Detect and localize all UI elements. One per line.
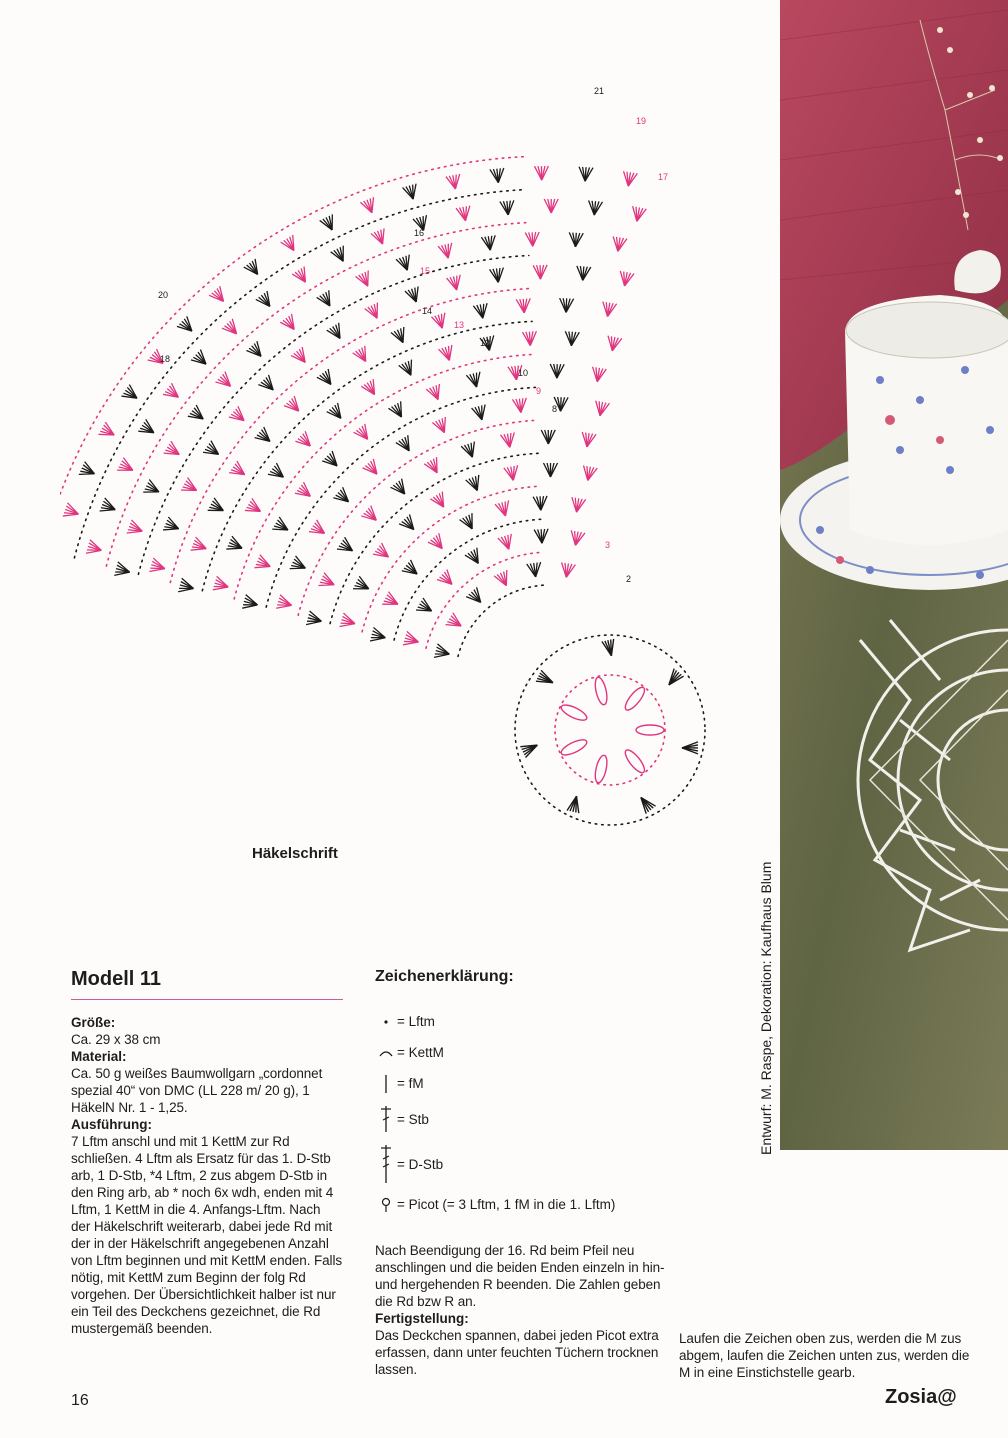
chart-center-motif — [515, 635, 705, 825]
chart-stitch-fan — [630, 206, 646, 222]
chart-stitch-fan — [533, 265, 547, 279]
chart-stitch-fan — [371, 228, 389, 246]
chart-stitch-fan — [391, 479, 411, 499]
chart-stitch-fan — [290, 556, 309, 575]
chart-stitch-fan — [504, 465, 520, 481]
chart-stitch-fan — [127, 520, 145, 538]
row-number-16: 16 — [414, 228, 425, 238]
chart-stitch-fan — [355, 271, 374, 290]
chart-row-arc — [170, 289, 530, 583]
chart-stitch-fan — [544, 199, 558, 213]
legend — [375, 968, 665, 1378]
chart-stitch-fan — [578, 167, 593, 182]
chart-stitch-fan — [512, 398, 527, 413]
chart-stitch-fan — [317, 369, 337, 389]
chart-stitch-fan — [533, 496, 548, 511]
center-fan — [682, 742, 698, 754]
chart-stitch-fan — [388, 401, 407, 420]
chart-row-arc — [362, 486, 540, 632]
chart-stitch-fan — [472, 404, 489, 421]
chart-stitch-fan — [618, 271, 634, 287]
chart-stitch-fan — [360, 197, 378, 215]
arc-icon — [375, 1048, 397, 1058]
material-text: Ca. 50 g weißes Baumwollgarn „cordonnet spezial 40“ von DMC (LL 228 m/ 20 g), 1 HäkelN Nr. 1 - 1,25. — [71, 1066, 323, 1115]
model-title: Modell 11 — [71, 968, 162, 990]
chart-stitch-fan — [117, 458, 136, 477]
chart-stitch-fan — [432, 417, 450, 435]
chart-stitch-fan — [516, 298, 531, 313]
chart-stitch-fan — [138, 419, 157, 438]
chart-stitch-fan — [340, 613, 357, 630]
chart-stitch-fan — [215, 372, 235, 392]
chart-stitch-fan — [466, 587, 486, 607]
chart-row-arc — [298, 420, 537, 615]
chart-stitch-fan — [79, 462, 98, 481]
chart-stitch-fan — [337, 537, 356, 556]
chart-stitch-fan — [481, 235, 497, 251]
chart-stitch-fan — [559, 562, 575, 578]
row-number-10: 10 — [518, 368, 529, 378]
row-number-2: 2 — [626, 574, 632, 584]
chart-stitch-fan — [203, 441, 222, 460]
chart-stitch-fan — [208, 498, 227, 517]
chart-stitch-fan — [446, 613, 465, 632]
legend-label: = D-Stb — [397, 1156, 444, 1172]
diagram-caption: Häkelschrift — [252, 845, 338, 862]
chart-stitch-fan — [272, 517, 291, 536]
legend-label: = Lftm — [397, 1014, 435, 1029]
chart-stitch-fan — [86, 540, 103, 557]
chart-stitch-fan — [295, 431, 315, 451]
chart-stitch-fan — [559, 298, 574, 313]
chart-stitch-fan — [191, 537, 209, 555]
chart-stitch-fan — [291, 347, 311, 367]
size-text: Ca. 29 x 38 cm — [71, 1032, 161, 1047]
chart-stitch-fan — [403, 631, 420, 648]
chart-stitch-fan — [276, 595, 293, 612]
chart-stitch-fan — [327, 323, 346, 342]
chart-stitch-fan — [428, 533, 448, 553]
chart-stitch-fan — [569, 530, 585, 546]
row-number-12: 12 — [480, 338, 491, 348]
chart-stitch-fan — [593, 401, 609, 417]
legend-item-picot — [375, 1189, 665, 1220]
chart-stitch-fan — [256, 291, 276, 311]
chart-stitch-fan — [581, 465, 597, 481]
legend-item-dstb — [375, 1139, 665, 1189]
chart-stitch-fan — [229, 461, 248, 480]
chart-stitch-fan — [399, 514, 419, 534]
chart-stitch-fan — [587, 200, 602, 215]
chart-row-arc — [266, 387, 535, 607]
legend-label: = Stb — [397, 1111, 429, 1127]
crochet-chart — [60, 60, 780, 880]
model-instructions — [71, 968, 343, 1337]
chart-stitch-fan — [541, 430, 555, 444]
chart-stitch-fan — [365, 303, 384, 322]
chart-stitch-fan — [534, 529, 549, 544]
chart-stitch-fan — [605, 336, 621, 352]
stb-icon — [375, 1104, 397, 1134]
execution-text: 7 Lftm anschl und mit 1 KettM zur Rd schließen. 4 Lftm als Ersatz für das 1. D-Stb arb, 1 D-Stb, *4 Lftm, 2 zus abgem D-Stb in den Ring arb, ab * noch 6x wdh, enden mit 4 Lftm, 1 KettM in die 4. Anfangs-Lftm. Nach der Häkelschrift weiterarb, dabei jede Rd mit der in der Häkelschrift angegebenen Anzahl von Lftm beginnen und mit KettM enden. Falls nötig, mit KettM zum Beginn der folg Rd vorgehen. Der Übersichtlichkeit halber ist nur ein Teil des Deckchens gezeichnet, die Rd mustergemäß beenden. — [71, 1134, 343, 1336]
chart-stitch-fan — [209, 286, 229, 306]
chart-stitch-fan — [244, 259, 264, 279]
chart-stitch-fan — [354, 424, 374, 444]
chart-stitch-fan — [490, 168, 505, 183]
chart-stitch-fan — [98, 422, 117, 441]
chart-stitch-fan — [527, 562, 543, 578]
chart-stitch-fan — [490, 268, 506, 284]
chart-stitch-fan — [229, 406, 249, 426]
chart-arcs — [60, 157, 545, 657]
chart-stitch-fan — [242, 595, 259, 612]
row-number-14: 14 — [422, 306, 433, 316]
chart-stitch-fan — [281, 235, 300, 254]
chart-stitch-fan — [353, 576, 372, 595]
chart-stitch-fan — [402, 560, 422, 580]
finish-text: Das Deckchen spannen, dabei jeden Picot extra erfassen, dann unter feuchten Tüchern trocknen lassen. — [375, 1328, 659, 1377]
chart-stitch-fan — [461, 442, 479, 460]
doily-photo — [780, 0, 1008, 1150]
chart-stitch-fan — [280, 314, 300, 334]
chart-stitch-fan — [164, 441, 183, 460]
finish-heading: Fertigstellung: — [375, 1311, 469, 1326]
chart-stitch-fan — [439, 345, 457, 363]
chart-stitch-fan — [465, 548, 484, 567]
chart-stitch-fan — [245, 498, 264, 517]
page-number: 16 — [71, 1392, 89, 1409]
chart-stitch-fan — [255, 555, 273, 573]
row-number-17: 17 — [658, 172, 669, 182]
chart-stitch-fan — [149, 558, 166, 575]
chart-stitch-fan — [292, 267, 311, 286]
chart-stitch-fan — [246, 341, 266, 361]
chart-stitch-fan — [361, 379, 380, 398]
chart-stitch-fan — [163, 517, 181, 535]
chart-row-arc — [74, 190, 525, 558]
chart-stitch-fan — [447, 275, 464, 292]
chart-stitch-fan — [318, 573, 336, 591]
row-number-19: 19 — [636, 116, 647, 126]
row-number-18: 18 — [160, 354, 171, 364]
chart-stitch-fan — [424, 457, 443, 476]
chart-stitch-fan — [399, 360, 418, 379]
chart-row-arc — [60, 157, 524, 550]
center-fan — [602, 639, 617, 657]
chart-stitch-fan — [405, 286, 423, 304]
chart-stitch-fan — [295, 482, 315, 502]
chart-stitch-fan — [498, 534, 516, 552]
signature: Zosia@ — [885, 1386, 957, 1408]
chart-stitch-fan — [466, 372, 483, 389]
chart-stitch-fan — [306, 611, 323, 628]
row-number-15: 15 — [420, 266, 431, 276]
chart-stitch-fan — [522, 331, 537, 346]
material-heading: Material: — [71, 1049, 127, 1064]
chart-stitch-fan — [121, 385, 140, 404]
size-heading: Größe: — [71, 1015, 116, 1030]
center-fan — [520, 740, 540, 758]
chart-stitch-fan — [317, 290, 336, 309]
row-number-20: 20 — [158, 290, 169, 300]
chart-stitch-fan — [438, 243, 455, 260]
legend-title: Zeichenerklärung: — [375, 968, 514, 985]
chart-row-arc — [394, 519, 542, 640]
chart-stitch-fan — [501, 432, 517, 448]
chart-stitch-fan — [576, 266, 591, 281]
chart-stitch-fan — [434, 644, 451, 661]
legend-item-stb — [375, 1099, 665, 1139]
chart-stitch-fan — [568, 232, 583, 247]
row-number-3: 3 — [605, 540, 611, 550]
chart-stitch-fan — [143, 480, 162, 499]
chart-symbols — [63, 166, 647, 661]
legend-item-lftm — [375, 1006, 665, 1037]
chart-stitch-fan — [456, 206, 472, 222]
chart-stitch-fan — [213, 576, 230, 593]
chart-stitch-fan — [177, 316, 197, 336]
chart-stitch-fan — [416, 598, 435, 617]
chart-stitch-fan — [353, 346, 372, 365]
chart-stitch-fan — [543, 463, 557, 477]
chart-stitch-fan — [363, 459, 383, 479]
legend-item-fm — [375, 1068, 665, 1099]
legend-item-kettm — [375, 1037, 665, 1068]
chart-stitch-fan — [621, 171, 637, 187]
title-rule — [71, 999, 343, 1000]
chart-stitch-fan — [114, 562, 131, 579]
center-petal — [559, 737, 589, 758]
center-petal — [622, 747, 647, 775]
chart-stitch-fan — [550, 364, 564, 378]
chart-stitch-fan — [188, 405, 208, 425]
chart-stitch-fan — [494, 570, 513, 589]
chart-stitch-fan — [426, 384, 444, 402]
chart-stitch-fan — [178, 578, 195, 595]
chart-stitch-fan — [327, 403, 347, 423]
chart-stitch-fan — [396, 255, 414, 273]
row-number-13: 13 — [454, 320, 465, 330]
note-text: Nach Beendigung der 16. Rd beim Pfeil neu anschlingen und die beiden Enden einzeln in hin- und hergehenden R beenden. Die Zahlen geben die Rd bzw R an. — [375, 1243, 665, 1309]
legend-notes — [375, 1242, 665, 1378]
row-number-9: 9 — [536, 386, 542, 396]
center-fan — [536, 670, 556, 688]
bar-icon — [375, 1073, 397, 1095]
chart-stitch-fan — [382, 592, 401, 611]
center-ring-outer — [515, 635, 705, 825]
chart-row-numbers — [158, 86, 668, 584]
photo-credit: Entwurf: M. Raspe, Dekoration: Kaufhaus Blum — [758, 861, 774, 1155]
chart-stitch-fan — [601, 302, 617, 318]
center-petal — [622, 685, 647, 713]
chart-stitch-fan — [534, 166, 548, 180]
center-petal — [559, 702, 589, 723]
chart-stitch-fan — [391, 327, 409, 345]
chart-stitch-fan — [590, 367, 606, 383]
chart-stitch-fan — [564, 331, 579, 346]
center-fan — [567, 795, 582, 813]
chart-row-arc — [202, 321, 532, 590]
chart-stitch-fan — [163, 383, 183, 403]
chart-stitch-fan — [370, 627, 387, 644]
chart-stitch-fan — [331, 246, 350, 265]
chart-stitch-fan — [396, 435, 415, 454]
chart-stitch-fan — [466, 475, 484, 493]
chart-stitch-fan — [430, 492, 449, 511]
chart-stitch-fan — [361, 506, 381, 526]
legend-label: = fM — [397, 1076, 424, 1091]
chart-stitch-fan — [333, 487, 353, 507]
chart-stitch-fan — [431, 313, 448, 330]
chart-stitch-fan — [309, 520, 328, 539]
dstb-icon — [375, 1143, 397, 1185]
chart-stitch-fan — [611, 236, 627, 252]
center-petal — [593, 754, 609, 784]
chart-stitch-fan — [320, 214, 339, 233]
chart-stitch-fan — [495, 501, 512, 518]
center-ring-inner — [555, 675, 665, 785]
row-number-21: 21 — [594, 86, 605, 96]
legend-label: = Picot (= 3 Lftm, 1 fM in die 1. Lftm) — [397, 1197, 616, 1212]
chart-stitch-fan — [222, 319, 242, 339]
chart-stitch-fan — [437, 570, 457, 590]
chart-stitch-fan — [460, 513, 479, 532]
chart-stitch-fan — [446, 174, 462, 190]
legend-label: = KettM — [397, 1045, 444, 1060]
chart-stitch-fan — [322, 451, 342, 471]
chart-stitch-fan — [63, 503, 81, 521]
chart-stitch-fan — [100, 498, 118, 516]
chart-stitch-fan — [403, 184, 420, 201]
chart-stitch-fan — [255, 427, 275, 447]
row-number-8: 8 — [552, 404, 558, 414]
chart-stitch-fan — [284, 396, 304, 416]
chart-stitch-fan — [473, 303, 489, 319]
chart-stitch-fan — [525, 232, 540, 247]
dot-icon — [375, 1017, 397, 1027]
center-fan — [664, 669, 683, 689]
chart-stitch-fan — [570, 497, 586, 513]
picot-icon — [375, 1196, 397, 1214]
chart-stitch-fan — [500, 200, 515, 215]
chart-stitch-fan — [226, 536, 244, 554]
chart-row-arc — [426, 552, 544, 648]
center-fan — [636, 794, 655, 814]
chart-stitch-fan — [181, 478, 200, 497]
center-petal — [593, 676, 609, 706]
chart-stitch-fan — [580, 432, 596, 448]
decrease-increase-note: Laufen die Zeichen oben zus, werden die M zus abgem, laufen die Zeichen unten zus, werden die M in eine Einstichstelle gearb. — [679, 1331, 970, 1380]
chart-stitch-fan — [268, 463, 288, 483]
execution-heading: Ausführung: — [71, 1117, 152, 1132]
chart-row-arc — [106, 223, 527, 566]
chart-stitch-fan — [258, 375, 278, 395]
center-petal — [636, 725, 664, 735]
chart-stitch-fan — [373, 543, 393, 563]
chart-stitch-fan — [191, 350, 211, 370]
